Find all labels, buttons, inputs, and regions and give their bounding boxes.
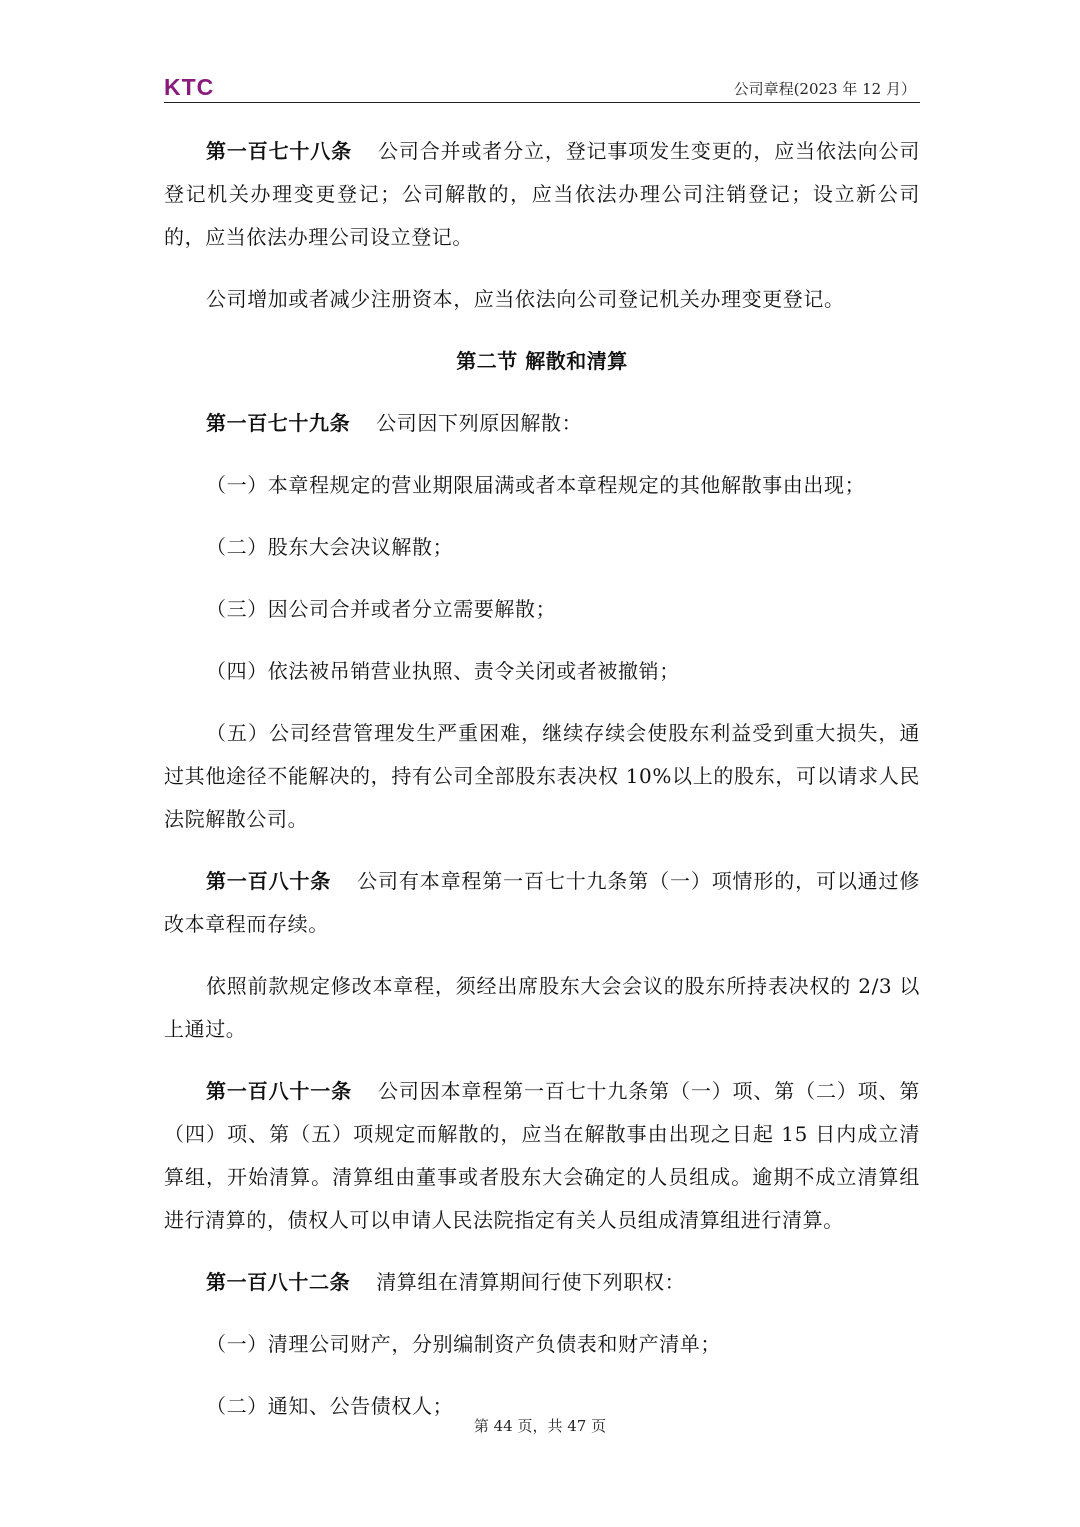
list-item: （三）因公司合并或者分立需要解散；	[206, 597, 557, 621]
paragraph-capital-change: 公司增加或者减少注册资本，应当依法向公司登记机关办理变更登记。	[206, 287, 845, 311]
list-item: （四）依法被吊销营业执照、责令关闭或者被撤销；	[206, 659, 680, 683]
section-title: 第二节 解散和清算	[456, 349, 628, 373]
article-180	[164, 860, 920, 946]
article-181	[164, 1070, 920, 1242]
page-number: 第 44 页，共 47 页	[473, 1417, 607, 1435]
article-text: 公司因下列原因解散：	[376, 411, 583, 435]
article-text: 清算组在清算期间行使下列职权：	[376, 1270, 686, 1294]
article-180-paragraph-2: 依照前款规定修改本章程，须经出席股东大会会议的股东所持表决权的 2/3 以上通过。	[164, 974, 920, 1041]
article-number: 第一百七十八条	[206, 139, 352, 163]
ktc-logo: KTC	[164, 74, 215, 100]
article-179	[164, 402, 920, 445]
article-number: 第一百八十一条	[206, 1079, 352, 1103]
article-number: 第一百七十九条	[206, 411, 351, 435]
list-item: （二）股东大会决议解散；	[206, 535, 454, 559]
article-text: 公司合并或者分立，登记事项发生变更的，应当依法向公司登记机关办理变更登记；公司解散的，应当依法办理公司注销登记；设立新公司的，应当依法办理公司设立登记。	[164, 139, 920, 249]
list-item: （一）本章程规定的营业期限届满或者本章程规定的其他解散事由出现；	[206, 473, 866, 497]
article-number: 第一百八十二条	[206, 1270, 351, 1294]
article-text: 公司有本章程第一百七十九条第（一）项情形的，可以通过修改本章程而存续。	[164, 869, 920, 936]
article-182	[164, 1261, 920, 1304]
article-178	[164, 130, 920, 259]
page-header	[164, 72, 920, 103]
article-number: 第一百八十条	[206, 869, 332, 893]
article-text: 公司因本章程第一百七十九条第（一）项、第（二）项、第（四）项、第（五）项规定而解散的，应当在解散事由出现之日起 15 日内成立清算组，开始清算。清算组由董事或者股东大会确定的人员组成。逾期不成立清算组进行清算的，债权人可以申请人民法院指定有关人员组成清算组进行清算。	[164, 1079, 920, 1232]
list-item: （二）通知、公告债权人；	[206, 1394, 454, 1418]
document-body	[164, 130, 920, 1447]
list-item: （五）公司经营管理发生严重困难，继续存续会使股东利益受到重大损失，通过其他途径不能解决的，持有公司全部股东表决权 10%以上的股东，可以请求人民法院解散公司。	[164, 721, 920, 831]
header-title: 公司章程(2023 年 12 月）	[733, 80, 916, 98]
list-item: （一）清理公司财产，分别编制资产负债表和财产清单；	[206, 1332, 721, 1356]
